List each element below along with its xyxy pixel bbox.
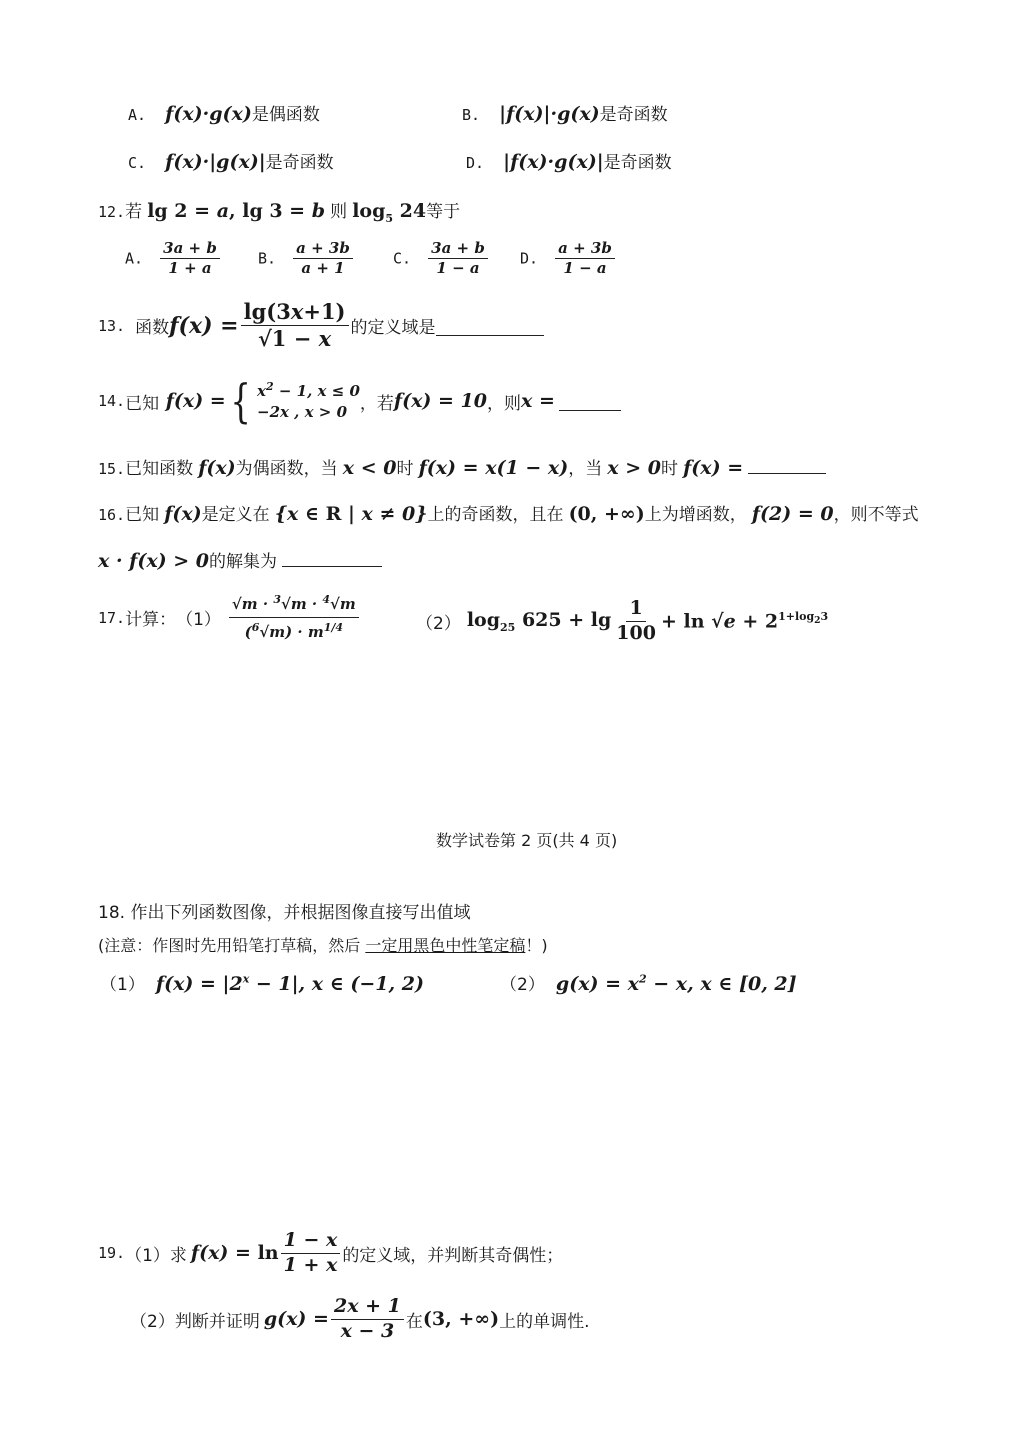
option-text: 是偶函数 (251, 105, 320, 125)
option-label: D. (520, 249, 539, 268)
math-expression: f(x) = (159, 390, 226, 412)
denominator: 1 + a (168, 259, 212, 278)
part-label: （2） (416, 613, 461, 634)
q15-stem (98, 454, 826, 479)
answer-blank[interactable] (559, 409, 621, 411)
question-text: ，若 (359, 393, 394, 414)
q11-option-d (466, 148, 672, 173)
q13-stem (98, 300, 544, 351)
math-expression: (0, +∞) (568, 503, 645, 525)
answer-blank[interactable] (748, 472, 826, 474)
question-text: ，则不等式 (833, 505, 919, 525)
question-text: 是定义在 (201, 505, 270, 525)
option-label: D. (466, 154, 485, 172)
math-expression: f(x) = 10 (393, 390, 487, 412)
fraction (428, 240, 488, 278)
q14-stem (98, 374, 621, 428)
denominator: $(^6√m) \cdot m^{1/4}$ (244, 621, 344, 642)
numerator: a + 3b (293, 240, 353, 259)
option-label: C. (393, 249, 412, 268)
denominator: a + 1 (301, 259, 345, 278)
q18-part2 (500, 970, 797, 995)
numerator: 1 − x (281, 1230, 341, 1254)
math-expression: f(x) (164, 503, 202, 525)
numerator: 3a + b (160, 240, 220, 259)
math-expression: {x ∈ R | x ≠ 0} (274, 503, 428, 525)
case-2: −2x , x > 0 (257, 402, 348, 421)
math-expression: |f(x)·g(x)| (503, 151, 604, 173)
math-expression: x < 0 (342, 457, 397, 479)
q18-note (98, 933, 548, 956)
question-number: 15. (98, 460, 126, 478)
cases (257, 380, 360, 422)
denominator: 1 + x (283, 1253, 338, 1276)
question-text: 时 (396, 459, 414, 479)
math-expression: $\log_5 24$ (352, 200, 427, 225)
q17-part1 (98, 594, 361, 642)
q12-stem (98, 197, 460, 225)
option-text: 是奇函数 (603, 153, 672, 173)
fraction (229, 594, 359, 642)
denominator: 1 − a (436, 259, 480, 278)
q18-title: 18. 作出下列函数图像，并根据图像直接写出值域 (98, 903, 471, 923)
option-label: B. (462, 106, 481, 124)
fraction (555, 240, 615, 278)
denominator: 1 − a (563, 259, 607, 278)
answer-blank[interactable] (436, 334, 544, 336)
denominator: √1 − x (257, 326, 332, 352)
q12-option-d (520, 240, 617, 278)
piecewise-function (226, 374, 360, 428)
option-label: A. (128, 106, 147, 124)
math-expression: $f(x) = |2^x - 1|$, x ∈ (−1, 2) (155, 972, 424, 995)
option-text: 是奇函数 (599, 105, 668, 125)
fraction (613, 598, 659, 645)
q11-option-a (128, 100, 320, 125)
part-label: （1） (100, 975, 145, 995)
page-footer: 数学试卷第 2 页(共 4 页) (436, 831, 618, 850)
case-1: $x^2 - 1$, x ≤ 0 (257, 380, 360, 401)
question-text: ，则 (487, 393, 521, 414)
part-label: （2） (500, 975, 545, 995)
question-text: 的定义域，并判断其奇偶性； (342, 1245, 564, 1266)
numerator: 2x + 1 (331, 1296, 404, 1320)
brace: { (230, 374, 251, 428)
question-text: 时 (661, 459, 678, 479)
q18-part1 (100, 970, 424, 995)
math-expression: |f(x)|·g(x) (499, 103, 600, 125)
q19-part2 (130, 1296, 589, 1343)
math-expression: f(2) = 0 (751, 503, 834, 525)
math-expression: x > 0 (607, 457, 661, 479)
question-text: 在 (405, 1311, 423, 1332)
part-label: （1） (176, 610, 221, 631)
question-text: 等于 (426, 202, 461, 222)
q12-option-b (258, 240, 355, 278)
math-expression: lg 2 = a, lg 3 = b (147, 200, 326, 222)
numerator: √m · $^3$√m · $^4$√m (229, 594, 359, 618)
note-emphasis: 一定用黑色中性笔定稿 (365, 936, 526, 955)
question-text: 计算： (125, 610, 177, 631)
question-text: 的解集为 (209, 552, 278, 572)
numerator: a + 3b (555, 240, 615, 259)
option-label: A. (125, 249, 144, 268)
question-text: 已知 (125, 393, 160, 414)
numerator: 3a + b (428, 240, 488, 259)
option-text: 是奇函数 (265, 153, 334, 173)
math-expression: (3, +∞) (422, 1308, 500, 1331)
fraction (293, 240, 353, 278)
note-text: ！) (525, 936, 548, 955)
q16-stem (98, 500, 919, 525)
question-text: 为偶函数，当 (235, 459, 338, 479)
question-text: 已知函数 (125, 459, 194, 479)
question-text: 上为增函数， (644, 505, 747, 525)
question-number: 14. (98, 392, 126, 410)
question-number: 19. (98, 1244, 126, 1263)
math-expression: f(x) = (683, 457, 744, 479)
part-label: （1）求 (125, 1245, 187, 1266)
fraction (281, 1230, 341, 1277)
question-text: 则 (330, 202, 348, 222)
q16-stem-line2 (98, 547, 382, 572)
math-expression: f(x) = x(1 − x) (418, 457, 569, 479)
question-text: 函数 (135, 318, 170, 339)
fraction (160, 240, 220, 278)
math-expression: f(x) = ln (190, 1242, 279, 1265)
math-expression: f(x)·g(x) (165, 103, 252, 125)
question-text: 的定义域是 (350, 318, 436, 339)
question-text: ，当 (568, 459, 603, 479)
question-number: 13. (98, 316, 126, 335)
q11-option-c (128, 148, 334, 173)
question-text: 上的奇函数，且在 (427, 505, 564, 525)
q11-option-b (462, 100, 668, 125)
math-expression: x = (521, 390, 555, 412)
option-label: C. (128, 154, 147, 172)
math-expression: f(x) (198, 457, 236, 479)
question-text: 已知 (125, 505, 160, 525)
part-label: （2）判断并证明 (130, 1311, 260, 1332)
math-expression: f(x) = (169, 312, 239, 339)
denominator: x − 3 (340, 1319, 395, 1342)
math-expression: + $\ln √e + 2^{1+log_23}$ (660, 610, 829, 633)
question-text: 若 (125, 202, 143, 222)
fraction (331, 1296, 404, 1343)
answer-blank[interactable] (282, 565, 382, 567)
question-number: 12. (98, 203, 126, 221)
math-expression: $g(x) = x^2 - x$, x ∈ [0, 2] (555, 972, 797, 995)
option-label: B. (258, 249, 277, 268)
math-expression: $\log_{25} 625 + \lg$ (466, 608, 612, 634)
math-expression: x · f(x) > 0 (98, 550, 210, 572)
math-expression: g(x) = (263, 1308, 329, 1331)
q12-option-c (393, 240, 490, 278)
numerator: 1 (626, 598, 645, 622)
question-number: 17. (98, 608, 126, 627)
math-expression: f(x)·|g(x)| (165, 151, 266, 173)
question-number: 16. (98, 506, 126, 524)
question-text: 上的单调性. (499, 1311, 590, 1332)
q17-part2 (416, 598, 828, 645)
denominator: 100 (616, 621, 656, 644)
q12-option-a (125, 240, 222, 278)
q19-part1 (98, 1230, 563, 1277)
numerator: lg(3x+1) (241, 300, 349, 326)
fraction (241, 300, 349, 351)
note-text: (注意：作图时先用铅笔打草稿，然后 (98, 936, 366, 955)
